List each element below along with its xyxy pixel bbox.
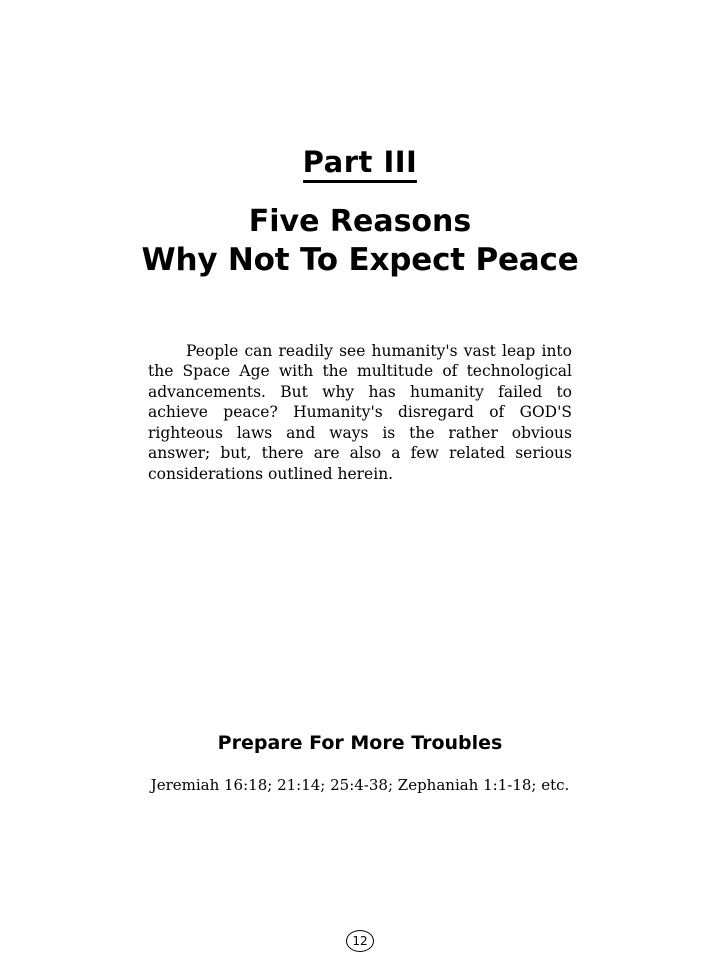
page-number: 12 [346,930,374,952]
page-title-line-2: Why Not To Expect Peace [141,242,579,278]
part-heading-text: Part III [303,145,418,183]
body-paragraph: People can readily see humanity's vast leap into the Space Age with the multitude of technological advancements. But why has humanity failed to achieve peace? Humanity's disregard of GOD'S righteous laws and ways is the rather obvious answer; but, there are also a few related serious considerations outlined herein. [148,341,572,484]
section-heading: Prepare For More Troubles [217,732,503,754]
page-title [0,203,720,279]
page-title-line-1: Five Reasons [248,204,472,239]
scripture-references: Jeremiah 16:18; 21:14; 25:4-38; Zephaniah 1:1-18; etc. [150,776,570,794]
part-heading [0,145,720,179]
